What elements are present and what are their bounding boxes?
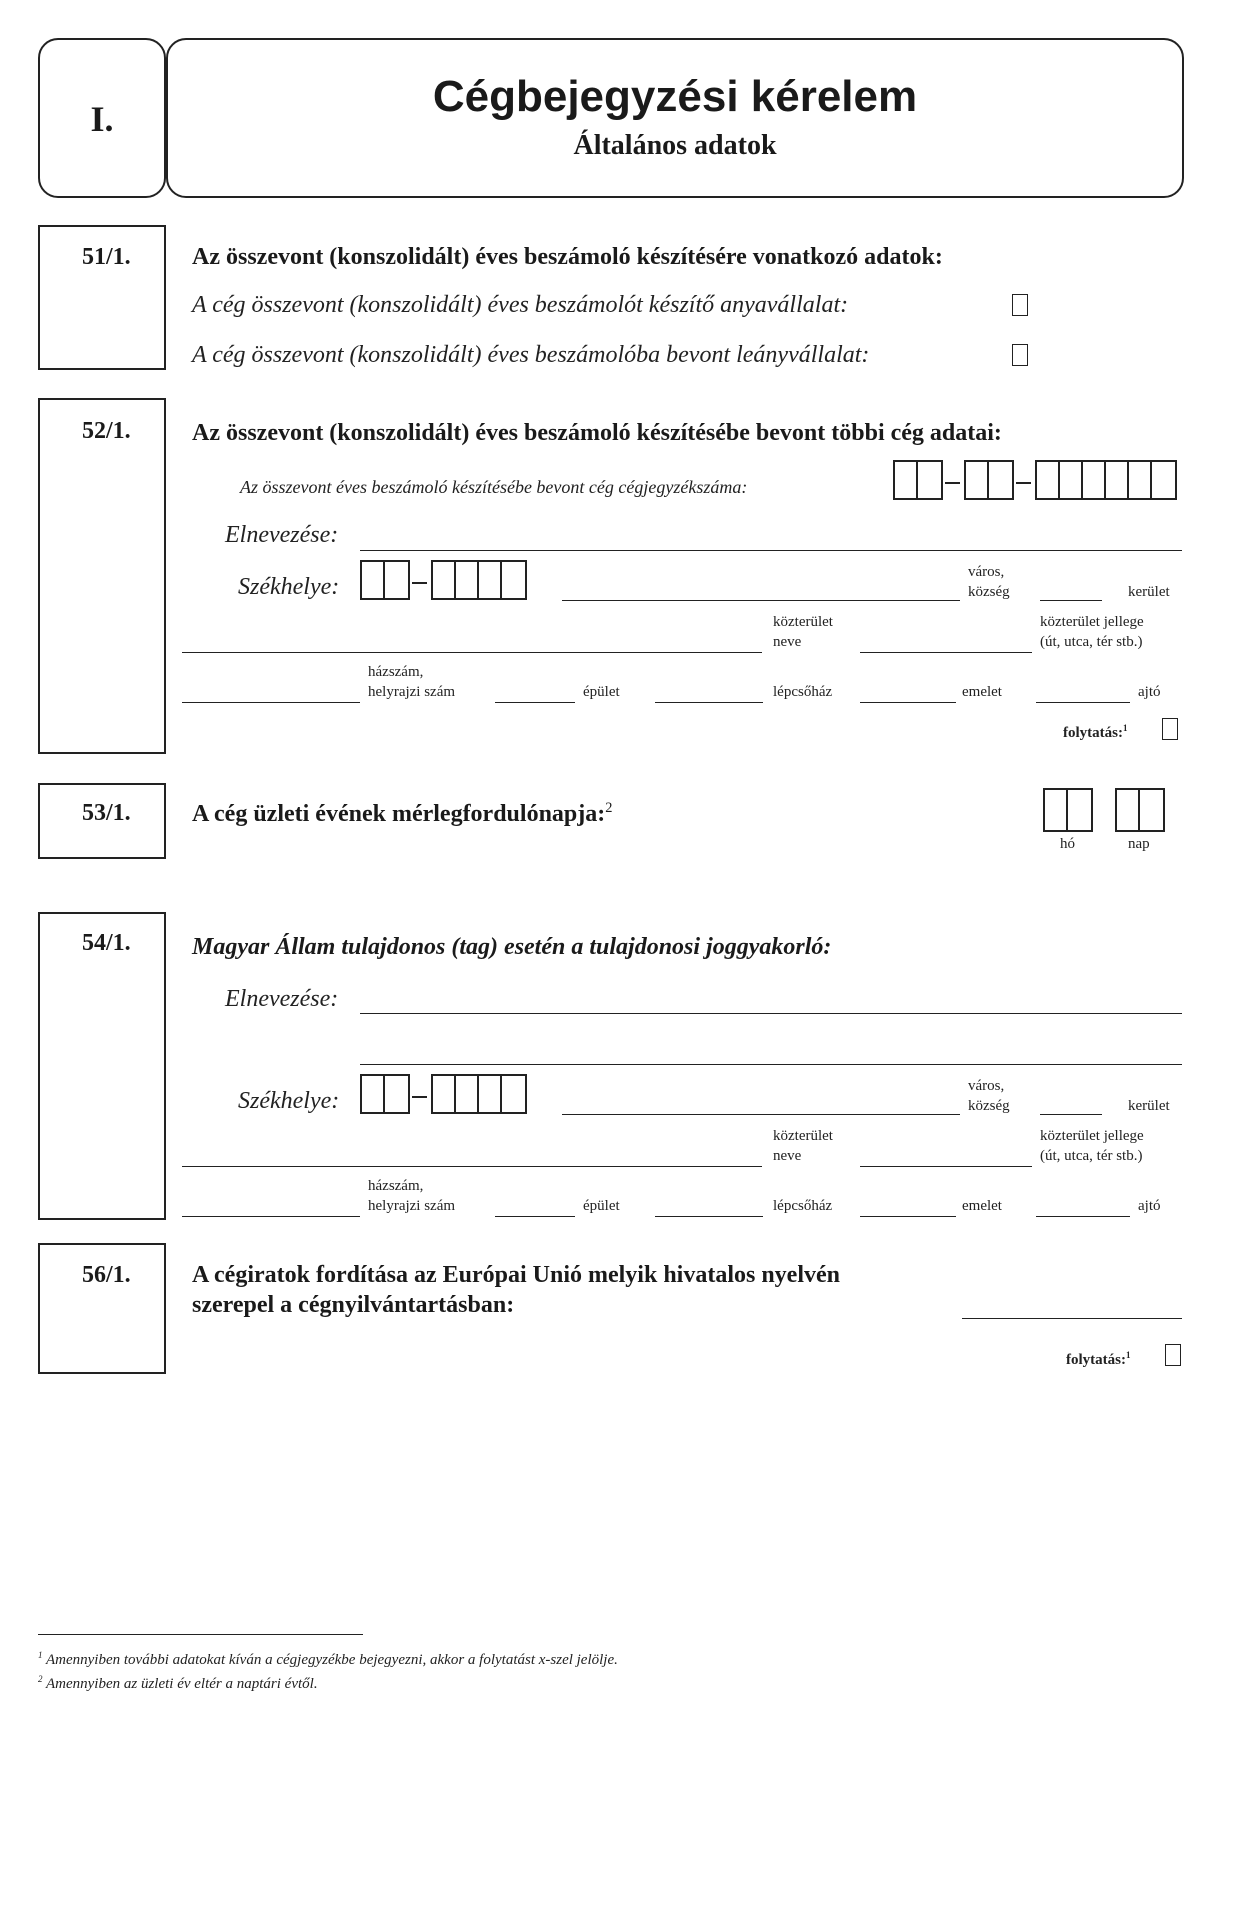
- section-53-heading: A cég üzleti évének mérlegfordulónapja:$^2$: [192, 800, 613, 827]
- section-54-number-box: [38, 912, 166, 1220]
- section-number: I.: [90, 99, 114, 139]
- street-type-label: közterület jellege (út, utca, tér stb.): [1040, 1128, 1144, 1164]
- building-field[interactable]: [495, 1216, 575, 1217]
- section-52-number-box: [38, 398, 166, 754]
- section-56-number: 56/1.: [82, 1262, 131, 1288]
- postal-code-part1[interactable]: [360, 560, 410, 600]
- page-subtitle: Általános adatok: [573, 130, 777, 161]
- month-label: hó: [1060, 836, 1075, 852]
- door-field[interactable]: [1036, 1216, 1130, 1217]
- floor-label: emelet: [962, 1198, 1002, 1214]
- subsidiary-checkbox[interactable]: [1012, 344, 1028, 366]
- day-label: nap: [1128, 836, 1150, 852]
- street-type-field[interactable]: [860, 652, 1032, 653]
- street-type-label: közterület jellege (út, utca, tér stb.): [1040, 614, 1144, 650]
- seat-label: Székhelye:: [238, 574, 340, 600]
- stair-label: lépcsőház: [773, 684, 833, 700]
- street-name-field[interactable]: [182, 1166, 762, 1167]
- registration-number-separator: [1016, 482, 1031, 484]
- building-field[interactable]: [495, 702, 575, 703]
- section-54-number: 54/1.: [82, 930, 131, 956]
- registration-number-part3[interactable]: [1035, 460, 1177, 500]
- stair-field[interactable]: [655, 1216, 763, 1217]
- translation-language-field[interactable]: [962, 1318, 1182, 1319]
- footnote-1: $^1$ Amennyiben további adatokat kíván a cégjegyzékbe bejegyezni, akkor a folytatást x-szel jelölje.: [38, 1650, 618, 1668]
- page-title: Cégbejegyzési kérelem: [432, 72, 918, 121]
- building-label: épület: [583, 1198, 620, 1214]
- section-53-number: 53/1.: [82, 800, 131, 826]
- building-label: épület: [583, 684, 620, 700]
- continuation-checkbox[interactable]: [1165, 1344, 1181, 1366]
- registration-number-separator: [945, 482, 960, 484]
- section-54-heading: Magyar Állam tulajdonos (tag) esetén a tulajdonosi joggyakorló:: [192, 934, 832, 960]
- postal-code-separator: [412, 1096, 427, 1098]
- section-52-heading: Az összevont (konszolidált) éves beszámoló készítésébe bevont többi cég adatai:: [192, 420, 1002, 446]
- postal-code-part1[interactable]: [360, 1074, 410, 1114]
- house-number-label: házszám, helyrajzi szám: [368, 664, 456, 700]
- name-label: Elnevezése:: [225, 986, 339, 1012]
- section-56-heading-line1: A cégiratok fordítása az Európai Unió melyik hivatalos nyelvén: [192, 1262, 840, 1288]
- postal-code-separator: [412, 582, 427, 584]
- floor-field[interactable]: [860, 702, 956, 703]
- city-label: város, község: [968, 1078, 1010, 1114]
- street-name-field[interactable]: [182, 652, 762, 653]
- section-52-number: 52/1.: [82, 418, 131, 444]
- section-56-heading-line2: szerepel a cégnyilvántartásban:: [192, 1292, 515, 1318]
- postal-code-part2[interactable]: [431, 560, 527, 600]
- name-label: Elnevezése:: [225, 522, 339, 548]
- floor-field[interactable]: [860, 1216, 956, 1217]
- postal-code-part2[interactable]: [431, 1074, 527, 1114]
- city-label: város, község: [968, 564, 1010, 600]
- district-label: kerület: [1128, 1098, 1170, 1114]
- district-field[interactable]: [1040, 1114, 1102, 1115]
- section-51-heading: Az összevont (konszolidált) éves beszámoló készítésére vonatkozó adatok:: [192, 244, 943, 270]
- section-51-number: 51/1.: [82, 244, 131, 270]
- door-field[interactable]: [1036, 702, 1130, 703]
- city-field[interactable]: [562, 1114, 960, 1115]
- company-name-field[interactable]: [360, 550, 1182, 551]
- continuation-label: folytatás:$^1$: [1063, 723, 1128, 741]
- registration-number-part2[interactable]: [964, 460, 1014, 500]
- district-field[interactable]: [1040, 600, 1102, 601]
- owner-name-field[interactable]: [360, 1013, 1182, 1014]
- registration-number-part1[interactable]: [893, 460, 943, 500]
- district-label: kerület: [1128, 584, 1170, 600]
- footnote-separator: [38, 1634, 363, 1635]
- house-number-field[interactable]: [182, 1216, 360, 1217]
- floor-label: emelet: [962, 684, 1002, 700]
- street-type-field[interactable]: [860, 1166, 1032, 1167]
- continuation-label: folytatás:$^1$: [1066, 1350, 1131, 1368]
- house-number-field[interactable]: [182, 702, 360, 703]
- section-51-option-subsidiary: A cég összevont (konszolidált) éves beszámolóba bevont leányvállalat:: [192, 342, 870, 368]
- seat-label: Székhelye:: [238, 1088, 340, 1114]
- door-label: ajtó: [1138, 1198, 1161, 1214]
- door-label: ajtó: [1138, 684, 1161, 700]
- stair-label: lépcsőház: [773, 1198, 833, 1214]
- registration-number-label: Az összevont éves beszámoló készítésébe bevont cég cégjegyzékszáma:: [240, 477, 748, 497]
- month-field[interactable]: [1043, 788, 1093, 832]
- owner-name-field-2[interactable]: [360, 1064, 1182, 1065]
- continuation-checkbox[interactable]: [1162, 718, 1178, 740]
- stair-field[interactable]: [655, 702, 763, 703]
- street-name-label: közterület neve: [773, 614, 833, 650]
- street-name-label: közterület neve: [773, 1128, 833, 1164]
- footnote-2: $^2$ Amennyiben az üzleti év eltér a naptári évtől.: [38, 1674, 318, 1692]
- parent-company-checkbox[interactable]: [1012, 294, 1028, 316]
- city-field[interactable]: [562, 600, 960, 601]
- house-number-label: házszám, helyrajzi szám: [368, 1178, 456, 1214]
- day-field[interactable]: [1115, 788, 1165, 832]
- section-51-option-parent: A cég összevont (konszolidált) éves beszámolót készítő anyavállalat:: [192, 292, 849, 318]
